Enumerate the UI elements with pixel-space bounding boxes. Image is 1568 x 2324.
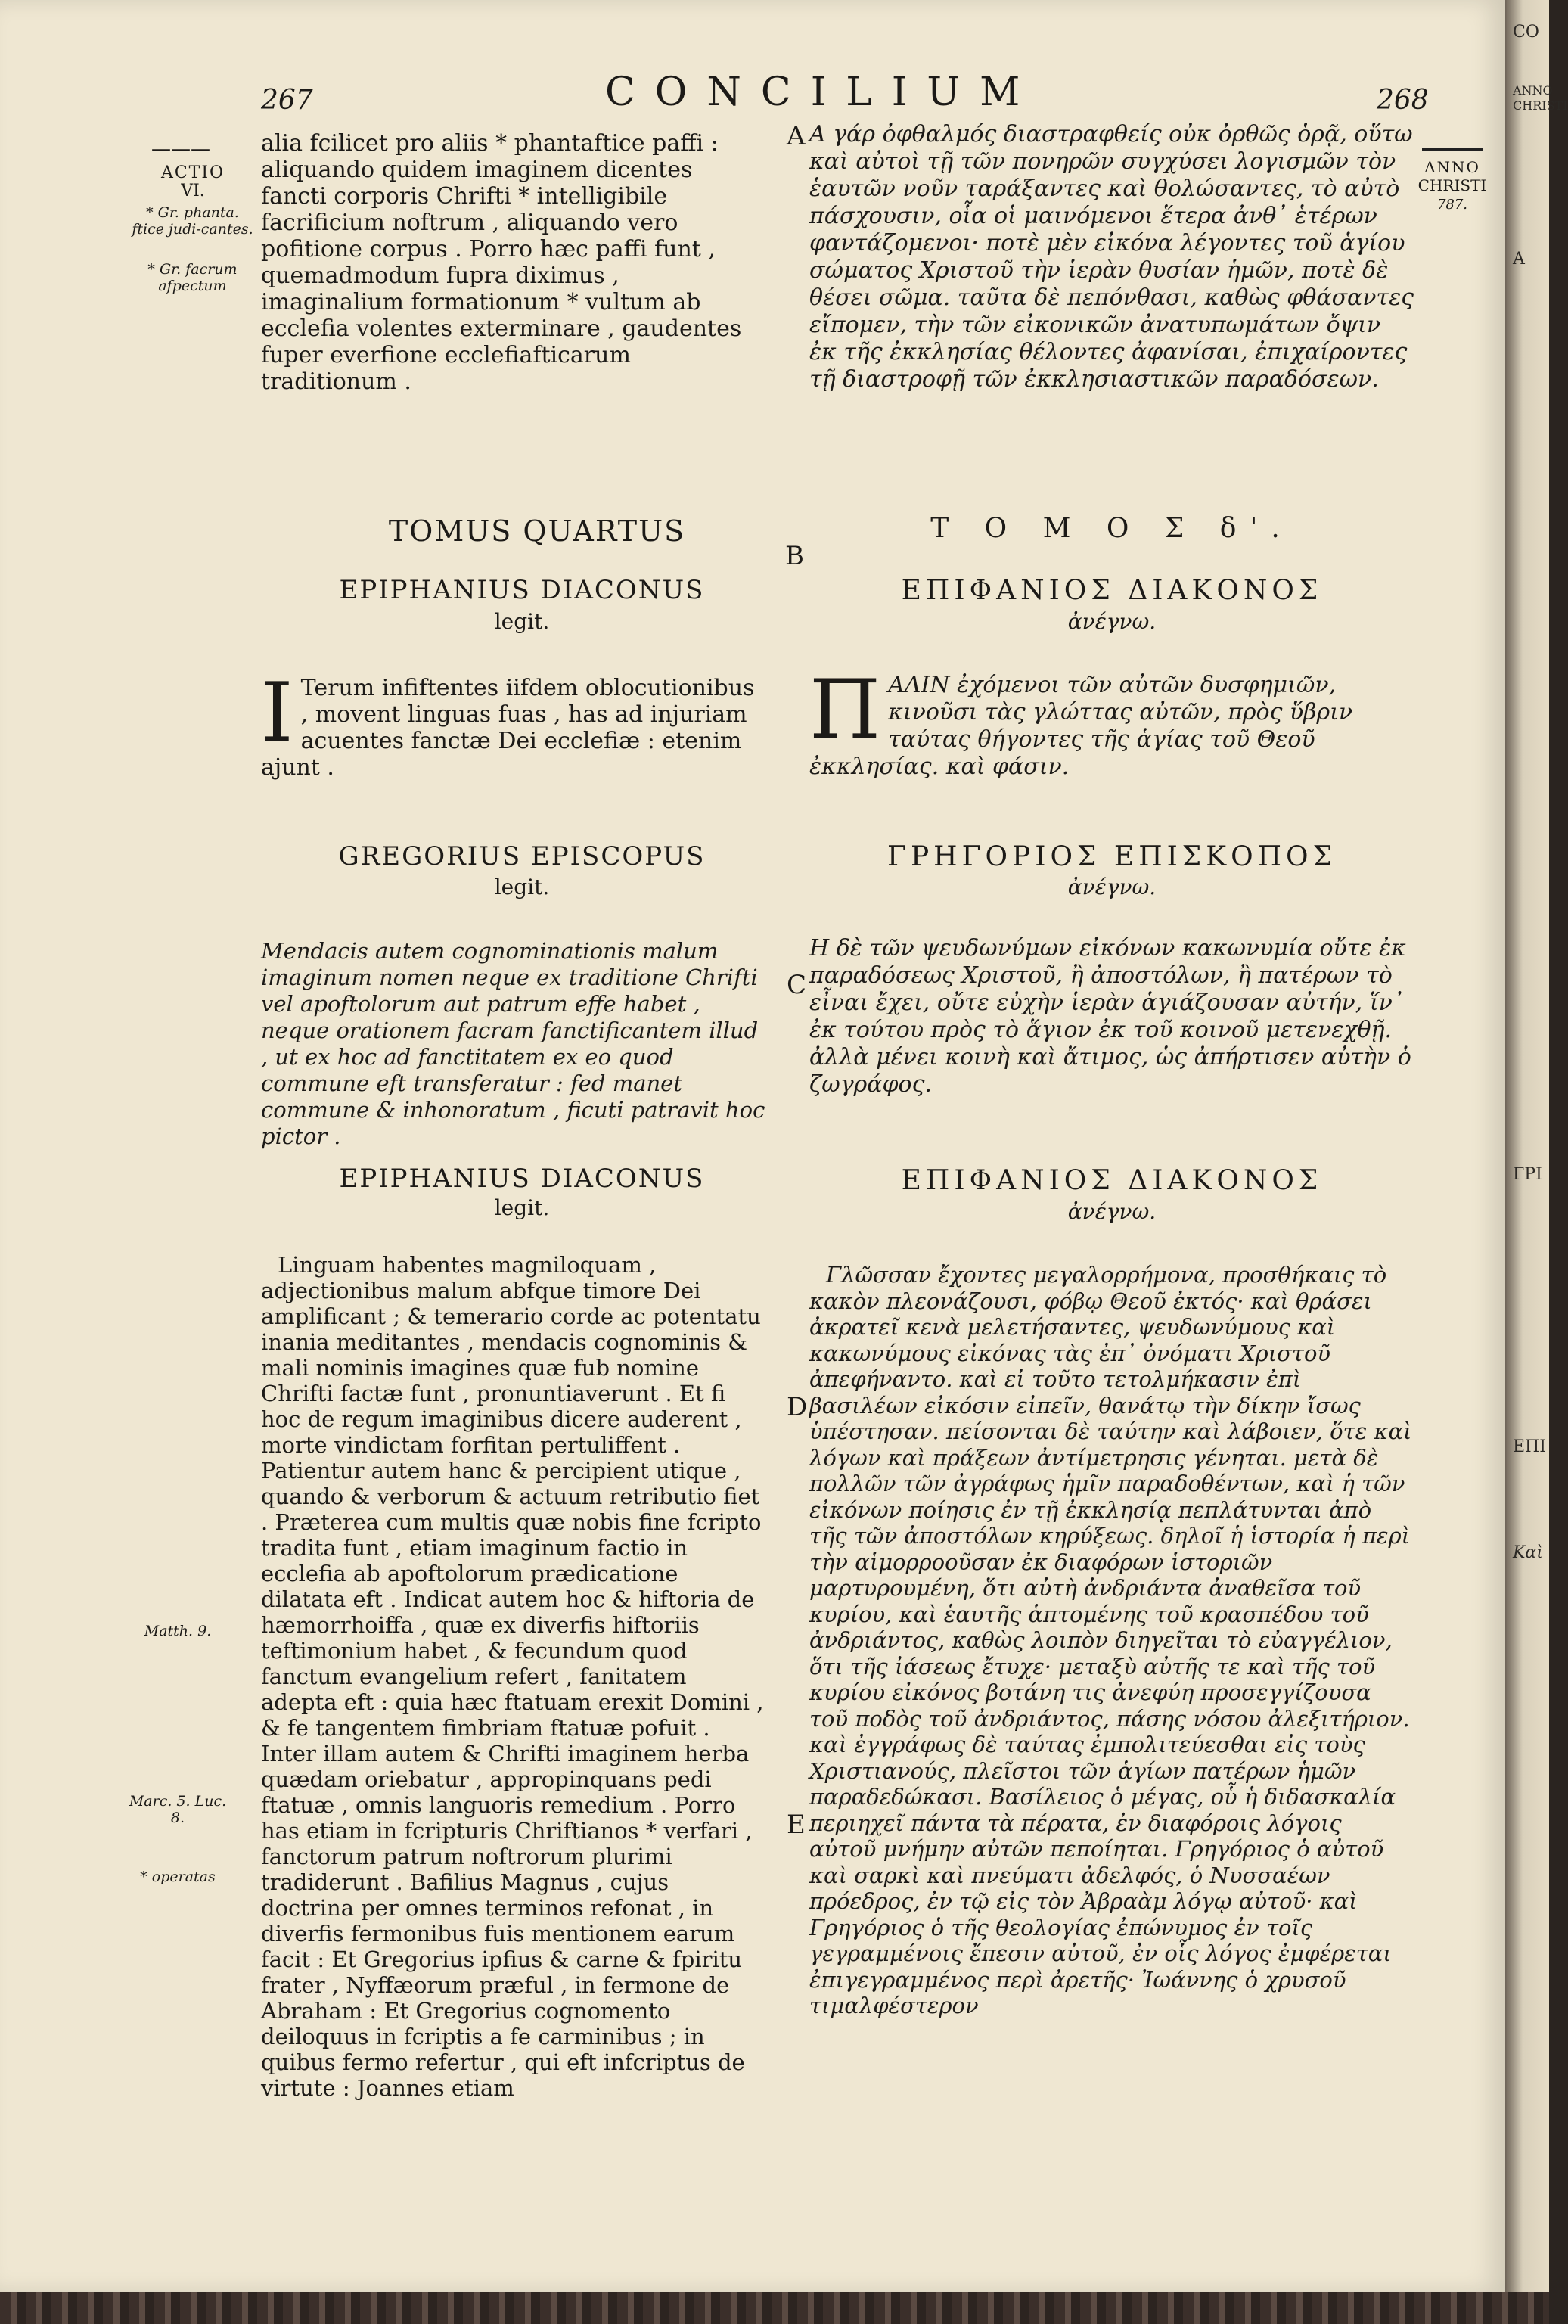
next-page-fragment: CHRISTI <box>1513 98 1568 113</box>
sec3-legit: legit. <box>494 1195 550 1220</box>
sec2-legit: legit. <box>494 875 550 899</box>
next-page-fragment: ΓΡΙ <box>1513 1165 1542 1184</box>
intro-dash: ——— <box>151 138 210 160</box>
margin-christi: CHRISTI <box>1417 176 1487 194</box>
sec3-anegno: ἀνέγνω. <box>1067 1199 1157 1224</box>
sec3-speaker-latin: EPIPHANIUS DIACONUS <box>339 1164 705 1194</box>
sec2-speaker-greek: ΓΡΗΓΟΡΙΟΣ ΕΠΙΣΚΟΠΟΣ <box>886 841 1337 872</box>
running-title: CONCILIUM <box>605 70 1040 115</box>
next-page-fragment: ΕΠΙ <box>1513 1437 1546 1456</box>
next-page-fragment: CO <box>1513 23 1539 42</box>
margin-ref-matth: Matth. 9. <box>144 1623 212 1639</box>
section-letter-a: A <box>787 121 806 151</box>
right-page-number: 268 <box>1377 85 1429 116</box>
next-page-fragment: A <box>1513 250 1525 269</box>
margin-ref-marc-luc: Marc. 5. Luc. 8. <box>129 1793 227 1826</box>
sec1-greek-dropcap: Π <box>809 663 881 757</box>
sec2-speaker-latin: GREGORIUS EPISCOPUS <box>338 841 706 872</box>
section-letter-e: E <box>787 1810 806 1840</box>
margin-anno: ANNO <box>1424 158 1480 176</box>
next-page-fragment: ANNO <box>1513 83 1553 98</box>
sec3-greek-text: Γλῶσσαν ἔχοντες μεγαλορρήμονα, προσθήκαις τὸ κακὸν πλεονάζουσι, φόβῳ Θεοῦ ἐκτός· καὶ θράσει ἀκρατεῖ κενὰ μελετήσαντες, ψευδωνύμους καὶ κακωνύμους εἰκόνας τὰς ἐπ᾽ ὀνόματι Χριστοῦ ἀπεφήναντο. καὶ εἰ τοῦτο τετολμήκασιν ἐπὶ βασιλέων εἰκόσιν εἰπεῖν, θανάτῳ τὴν δίκην ἴσως ὑπέστησαν. πείσονται δὲ ταύτην καὶ λάβοιεν, ὅτε καὶ λόγων καὶ πράξεων ἀντίμετρησις γένηται. μετὰ δὲ πολλῶν τῶν ἀγράφως ἡμῖν παραδοθέντων, καὶ ἡ τῶν εἰκόνων ποίησις ἐν τῇ ἐκκλησίᾳ πεπλάτυνται ἀπὸ τῆς τῶν ἀποστόλων κηρύξεως. δηλοῖ ἡ ἱστορία ἡ περὶ τὴν αἱμορροοῦσαν ἐκ διαφόρων ἱστοριῶν μαρτυρουμένη, ὅτι αὐτὴ ἀνδριάντα ἀναθεῖσα τοῦ κυρίου, καὶ ἑαυτῆς ἁπτομένης τοῦ κρασπέδου τοῦ ἀνδριάντος, καθὼς λοιπὸν διηγεῖται τὸ εὐαγγέλιον, ὅτι τῆς ἰάσεως ἔτυχε· μεταξὺ αὐτῆς τε καὶ τῆς τοῦ κυρίου εἰκόνος βοτάνη τις ἀνεφύη προσεγγίζουσα τοῦ ποδὸς τοῦ ἀνδριάντος, πάσης νόσου ἀλεξιτήριον. καὶ ἐγγράφως δὲ ταύτας ἐμπολιτεύεσθαι εἰς τοὺς Χριστιανούς, πλεῖστοι τῶν ἁγίων πατέρων ἡμῶν παραδεδώκασι. Βασίλειος ὁ μέγας, οὗ ἡ διδασκαλία περιηχεῖ πάντα τὰ πέρατα, ἐν διαφόροις λόγοις αὐτοῦ μνήμην αὐτῶν πεποίηται. Γρηγόριος ὁ αὐτοῦ καὶ σαρκὶ καὶ πνεύματι ἀδελφός, ὁ Νυσσαέων πρόεδρος, ἐν τῷ εἰς τὸν Ἀβραὰμ λόγῳ αὐτοῦ· καὶ Γρηγόριος ὁ τῆς θεολογίας ἐπώνυμος ἐν τοῖς γεγραμμένοις ἔπεσιν αὐτοῦ, ἐν οἷς λόγος ἐμφέρεται ἐπιγεγραμμένος περὶ ἀρετῆς· Ἰωάννης ὁ χρυσοῦ τιμαλφέστερον <box>809 1262 1412 2018</box>
sec1-speaker-latin: EPIPHANIUS DIACONUS <box>339 575 705 605</box>
sec1-anegno: ἀνέγνω. <box>1067 609 1157 634</box>
adjacent-page-edge <box>1505 0 1568 2324</box>
sec3-latin-text: Linguam habentes magniloquam , adjectionibus malum abfque timore Dei amplificant ; & temerario corde ac potentatu inania meditantes , mendacis cognominis & mali nominis imagines quæ fub nomine Chrifti factæ funt , pronuntiaverunt . Et fi hoc de regum imaginibus dicere auderent , morte vindictam forfitan pertuliffent . Patientur autem hanc & percipient utique , quando & verborum & actuum retributio fiet . Præterea cum multis quæ nobis fine fcripto tradita funt , etiam imaginum factio in ecclefia ab apoftolorum prædicatione dilatata eft . Indicat autem hoc & hiftoria de hæmorrhoiffa , quæ ex diverfis hiftoriis teftimonium habet , & fecundum quod fanctum evangelium refert , fanitatem adepta eft : quia hæc ftatuam erexit Domini , & fe tangentem fimbriam ftatuæ pofuit . Inter illam autem & Chrifti imaginem herba quædam oriebatur , appropinquans pedi ftatuæ , omnis languoris remedium . Porro has etiam in fcripturis Chriftianos * verfari , fanctorum patrum noftrorum plurimi tradiderunt . Bafilius Magnus , cujus doctrina per omnes terminos refonat , in diverfis fermonibus fuis mentionem earum facit : Et Gregorius ipfius & carne & fpiritu frater , Nyffæorum præful , in fermone de Abraham : Et Gregorius cognomento deiloquus in fcriptis a fe carminibus ; in quibus fermo refertur , qui eft infcriptus de virtute : Joannes etiam <box>261 1252 764 2101</box>
margin-note-phantastice: * Gr. phanta. ftice judi-cantes. <box>132 204 253 238</box>
sec1-greek-body: ΑΛΙΝ ἐχόμενοι τῶν αὐτῶν δυσφημιῶν, κινοῦσι τὰς γλώττας αὐτῶν, πρὸς ὕβριν ταύτας θήγοντες τῆς ἁγίας τοῦ Θεοῦ ἐκκλησίας. καὶ φάσιν. <box>809 672 1353 780</box>
table-surface <box>0 2292 1549 2324</box>
intro-greek: Α γάρ ὀφθαλμός διαστραφθείς οὐκ ὀρθῶς ὁρᾷ, οὕτω καὶ αὐτοὶ τῇ τῶν πονηρῶν συγχύσει λογισμῶν τὸν ἑαυτῶν νοῦν ταράξαντες καὶ θολώσαντες, τὸ αὐτὸ πάσχουσιν, οἷα οἱ μαινόμενοι ἕτερα ἀνθ᾽ ἑτέρων φαντάζομενοι· ποτὲ μὲν εἰκόνα λέγοντες τοῦ ἁγίου σώματος Χριστοῦ τὴν ἱερὰν θυσίαν ἡμῶν, ποτὲ δὲ θέσει σῶμα. ταῦτα δὲ πεπόνθασι, καθὼς φθάσαντες εἴπομεν, τὴν τῶν εἰκονικῶν ἀνατυπωμάτων ὄψιν ἐκ τῆς ἐκκλησίας θέλοντες ἀφανίσαι, ἐπιχαίροντες τῇ διαστροφῇ τῶν ἐκκλησιαστικῶν παραδόσεων. <box>809 121 1414 393</box>
sec1-legit: legit. <box>494 609 550 634</box>
sec1-greek-text <box>809 663 1414 781</box>
margin-note-facrum: * Gr. facrum afpectum <box>147 261 238 294</box>
sec2-latin-text: Mendacis autem cognominationis malum imaginum nomen neque ex traditione Chrifti vel apoftolorum aut patrum effe habet , neque orationem facram fanctificantem illud , ut ex hoc ad fanctitatem ex eo quod commune eft transferatur : fed manet commune & inhonoratum , ficuti patravit hoc pictor . <box>261 938 765 1149</box>
sec2-greek-text: Η δὲ τῶν ψευδωνύμων εἰκόνων κακωνυμία οὔτε ἐκ παραδόσεως Χριστοῦ, ἢ ἀποστόλων, ἢ πατέρων τὸ εἶναι ἔχει, οὔτε εὐχὴν ἱερὰν ἁγιάζουσαν αὐτήν, ἵν᾽ ἐκ τούτου πρὸς τὸ ἅγιον ἐκ τοῦ κοινοῦ μετενεχθῇ. ἀλλὰ μένει κοινὴ καὶ ἄτιμος, ὡς ἀπήρτισεν αὐτὴν ὁ ζωγράφος. <box>809 935 1411 1098</box>
section-letter-d: D <box>787 1392 808 1422</box>
section-letter-b: B <box>785 541 804 571</box>
intro-latin: alia fcilicet pro aliis * phantaftice paffi : aliquando quidem imaginem dicentes fancti corporis Chrifti * intelligibile facrificium noftrum , aliquando vero pofitione corpus . Porro hæc paffi funt , quemadmodum fupra diximus , imaginalium formationum * vultum ab ecclefia volentes exterminare , gaudentes fuper everfione ecclefiafticarum traditionum . <box>261 130 742 395</box>
sec1-latin-dropcap: I <box>261 666 293 760</box>
margin-year: 787. <box>1436 197 1468 213</box>
section-letter-c: C <box>787 970 807 1000</box>
tomus-greek: Τ Ο Μ Ο Σ δ'. <box>930 513 1293 544</box>
sec3-speaker-greek: ΕΠΙΦΑΝΙΟΣ ΔΙΑΚΟΝΟΣ <box>901 1165 1323 1196</box>
margin-note-operatas: * operatas <box>140 1869 216 1885</box>
sec1-speaker-greek: ΕΠΙΦΑΝΙΟΣ ΔΙΑΚΟΝΟΣ <box>901 575 1323 606</box>
left-page-number: 267 <box>261 85 313 116</box>
next-page-fragment: Καὶ <box>1513 1543 1543 1562</box>
sec1-latin-text <box>261 666 768 781</box>
sec2-anegno: ἀνέγνω. <box>1067 875 1157 899</box>
sec1-latin-body: Terum infiftentes iifdem oblocutionibus , movent linguas fuas , has ad injuriam acuentes fanctæ Dei ecclefiæ : etenim ajunt . <box>261 675 755 781</box>
tomus-latin: TOMUS QUARTUS <box>388 514 686 548</box>
margin-actio-number: VI. <box>181 182 205 200</box>
right-margin-rule <box>1422 148 1483 151</box>
margin-actio: ACTIO <box>160 163 225 182</box>
